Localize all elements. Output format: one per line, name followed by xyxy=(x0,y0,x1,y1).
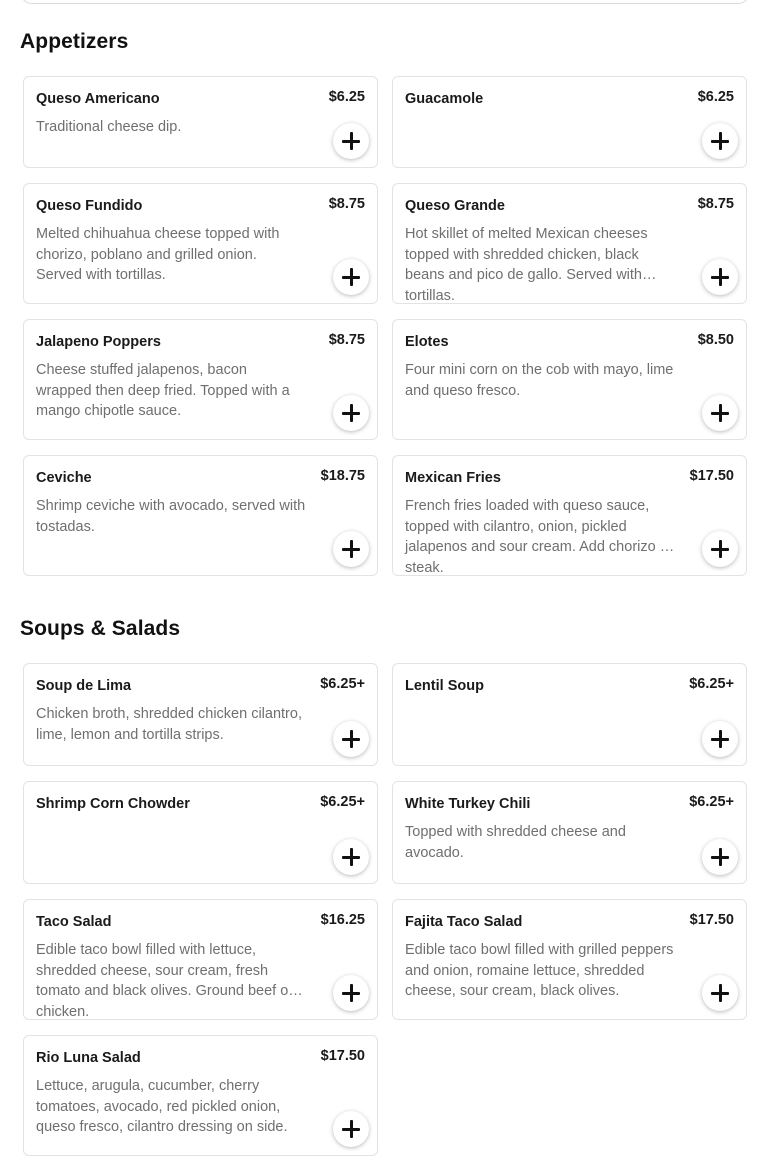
add-item-button[interactable] xyxy=(702,975,738,1011)
item-name: Queso Fundido xyxy=(36,198,143,214)
item-name: Taco Salad xyxy=(36,914,112,930)
item-name: Ceviche xyxy=(36,470,92,486)
add-item-button[interactable] xyxy=(333,531,369,567)
item-name: Rio Luna Salad xyxy=(36,1050,141,1066)
plus-icon xyxy=(711,848,729,866)
item-description: Four mini corn on the cob with mayo, lime and queso fresco. xyxy=(405,362,674,399)
item-name: Queso Americano xyxy=(36,91,160,107)
plus-icon xyxy=(711,404,729,422)
menu-item-card[interactable] xyxy=(392,663,747,766)
section-title-soups-salads: Soups & Salads xyxy=(20,617,181,640)
item-description: Melted chihuahua cheese topped with chorizo, poblano and grilled onion. Served with tortillas. xyxy=(36,226,280,283)
menu-item-card[interactable] xyxy=(23,183,378,304)
item-price: $8.50 xyxy=(697,332,734,348)
plus-icon xyxy=(342,730,360,748)
menu-item-card[interactable] xyxy=(392,781,747,884)
item-price: $18.75 xyxy=(320,468,365,484)
plus-icon xyxy=(711,132,729,150)
item-price: $8.75 xyxy=(697,196,734,212)
add-item-button[interactable] xyxy=(333,721,369,757)
add-item-button[interactable] xyxy=(702,395,738,431)
plus-icon xyxy=(342,404,360,422)
add-item-button[interactable] xyxy=(333,123,369,159)
item-name: Guacamole xyxy=(405,91,484,107)
item-description: Traditional cheese dip. xyxy=(36,119,182,135)
item-name: Elotes xyxy=(405,334,449,350)
plus-icon xyxy=(711,540,729,558)
add-item-button[interactable] xyxy=(333,1111,369,1147)
item-price: $17.50 xyxy=(689,468,734,484)
add-item-button[interactable] xyxy=(333,975,369,1011)
menu-item-card[interactable] xyxy=(23,663,378,766)
menu-item-card[interactable] xyxy=(23,319,378,440)
menu-item-card[interactable] xyxy=(392,183,747,304)
add-item-button[interactable] xyxy=(702,721,738,757)
menu-item-card[interactable] xyxy=(392,76,747,168)
plus-icon xyxy=(342,132,360,150)
item-name: Jalapeno Poppers xyxy=(36,334,161,350)
item-description: Hot skillet of melted Mexican cheeses topped with shredded chicken, black beans and pico de gallo. Served with tortillas. xyxy=(405,226,648,304)
item-price: $8.75 xyxy=(328,332,365,348)
item-description: Chicken broth, shredded chicken cilantro, lime, lemon and tortilla strips. xyxy=(36,706,302,743)
menu-item-card[interactable] xyxy=(392,455,747,576)
item-name: Fajita Taco Salad xyxy=(405,914,523,930)
item-price: $8.75 xyxy=(328,196,365,212)
item-name: Queso Grande xyxy=(405,198,505,214)
menu-item-card[interactable] xyxy=(23,1035,378,1156)
item-description: Topped with shredded cheese and avocado. xyxy=(405,824,626,861)
item-price: $6.25+ xyxy=(689,676,734,692)
add-item-button[interactable] xyxy=(333,259,369,295)
item-name: White Turkey Chili xyxy=(405,796,531,812)
plus-icon xyxy=(342,540,360,558)
item-description: Lettuce, arugula, cucumber, cherry tomatoes, avocado, red pickled onion, queso fresco, cilantro dressing on side. xyxy=(36,1078,288,1135)
add-item-button[interactable] xyxy=(333,395,369,431)
item-description: Shrimp ceviche with avocado, served with tostadas. xyxy=(36,498,306,535)
menu-item-card[interactable] xyxy=(23,76,378,168)
item-description: Edible taco bowl filled with lettuce, shredded cheese, sour cream, fresh tomato and black olives. Ground beef or chicken. xyxy=(36,942,294,1020)
add-item-button[interactable] xyxy=(333,839,369,875)
menu-item-card[interactable] xyxy=(23,899,378,1020)
search-bar[interactable] xyxy=(20,0,750,4)
section-title-appetizers: Appetizers xyxy=(20,30,129,53)
item-price: $6.25 xyxy=(328,89,365,105)
plus-icon xyxy=(342,268,360,286)
add-item-button[interactable] xyxy=(702,531,738,567)
item-name: Mexican Fries xyxy=(405,470,501,486)
menu-item-card[interactable] xyxy=(392,319,747,440)
menu-item-card[interactable] xyxy=(392,899,747,1020)
item-price: $17.50 xyxy=(320,1048,365,1064)
item-price: $6.25+ xyxy=(320,794,365,810)
plus-icon xyxy=(342,984,360,1002)
item-price: $16.25 xyxy=(320,912,365,928)
item-name: Soup de Lima xyxy=(36,678,132,694)
add-item-button[interactable] xyxy=(702,259,738,295)
item-description: Cheese stuffed jalapenos, bacon wrapped then deep fried. Topped with a mango chipotle sauce. xyxy=(36,362,290,419)
item-description: French fries loaded with queso sauce, topped with cilantro, onion, pickled jalapenos and sour cream. Add chorizo or steak. xyxy=(405,498,673,576)
item-price: $17.50 xyxy=(689,912,734,928)
plus-icon xyxy=(711,984,729,1002)
item-name: Lentil Soup xyxy=(405,678,484,694)
item-price: $6.25+ xyxy=(320,676,365,692)
item-price: $6.25+ xyxy=(689,794,734,810)
add-item-button[interactable] xyxy=(702,839,738,875)
item-price: $6.25 xyxy=(697,89,734,105)
plus-icon xyxy=(711,268,729,286)
item-description: Edible taco bowl filled with grilled peppers and onion, romaine lettuce, shredded cheese, sour cream, black olives. xyxy=(405,942,674,999)
plus-icon xyxy=(711,730,729,748)
item-name: Shrimp Corn Chowder xyxy=(36,796,190,812)
plus-icon xyxy=(342,1120,360,1138)
add-item-button[interactable] xyxy=(702,123,738,159)
menu-item-card[interactable] xyxy=(23,455,378,576)
plus-icon xyxy=(342,848,360,866)
menu-item-card[interactable] xyxy=(23,781,378,884)
